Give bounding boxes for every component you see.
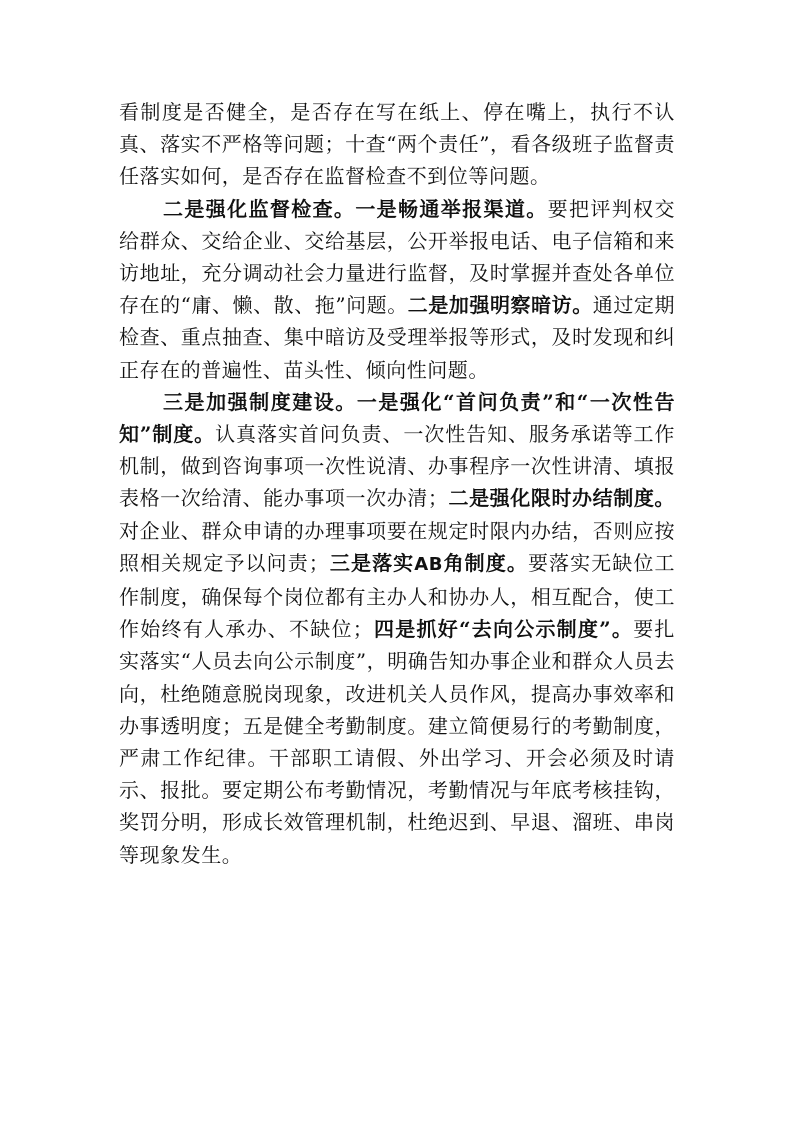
paragraph-2-sub1-title: 一是畅通举报渠道。 <box>355 196 548 221</box>
paragraph-3-sub3-title-a: 三是落实 <box>329 550 415 575</box>
paragraph-2-sub1-text: 要把评判权交给群众、交给企业、交给基层，公开举报电话、电子信箱和来访地址，充分调动社会力量进行监督，及时掌握并查处各单位存在的“庸、懒、散、拖”问题。 <box>119 196 676 318</box>
paragraph-3-sub1-title: 一是强化“首问负责”和“一次性告知”制度。 <box>119 389 676 447</box>
paragraph-2-heading: 二是强化监督检查。 <box>163 196 356 221</box>
paragraph-3-sub4-text: 要扎实落实“人员去向公示制度”，明确告知办事企业和群众人员去向，杜绝随意脱岗现象，改进机关人员作风，提高办事效率和办事透明度；五是健全考勤制度。建立简便易行的考勤制度，严肃工作纪律。干部职工请假、外出学习、开会必须及时请示、报批。要定期公布考勤情况，考勤情况与年底考核挂钩，奖罚分明，形成长效管理机制，杜绝迟到、早退、溜班、串岗等现象发生。 <box>119 617 675 867</box>
paragraph-3-sub4-title: 四是抓好“去向公示制度”。 <box>373 617 634 642</box>
paragraph-3-sub3-title-b: 角制度。 <box>443 550 528 575</box>
paragraph-3-sub3-title-ab: AB <box>414 553 444 575</box>
paragraph-1 <box>119 96 675 193</box>
paragraph-3 <box>119 386 675 871</box>
paragraph-2 <box>119 193 675 386</box>
paragraph-2-sub2-text: 通过定期检查、重点抽查、集中暗访及受理举报等形式，及时发现和纠正存在的普遍性、苗头性、倾向性问题。 <box>119 293 675 382</box>
paragraph-3-sub2-text: 对企业、群众申请的办理事项要在规定时限内办结，否则应按照相关规定予以问责； <box>119 518 675 575</box>
paragraph-3-sub2-title: 二是强化限时办结制度。 <box>448 486 675 511</box>
document-page <box>119 96 675 871</box>
paragraph-1-text: 看制度是否健全，是否存在写在纸上、停在嘴上，执行不认真、落实不严格等问题；十查“两个责任”，看各级班子监督责任落实如何，是否存在监督检查不到位等问题。 <box>119 100 675 189</box>
paragraph-3-sub1-text: 认真落实首问负责、一次性告知、服务承诺等工作机制，做到咨询事项一次性说清、办事程序一次性讲清、填报表格一次给清、能办事项一次办清； <box>119 422 675 511</box>
paragraph-3-heading: 三是加强制度建设。 <box>163 389 357 414</box>
paragraph-3-sub3-text: 要落实无缺位工作制度，确保每个岗位都有主办人和协办人，相互配合，使工作始终有人承办、不缺位； <box>119 550 676 642</box>
paragraph-2-sub2-title: 二是加强明察暗访。 <box>407 293 593 318</box>
